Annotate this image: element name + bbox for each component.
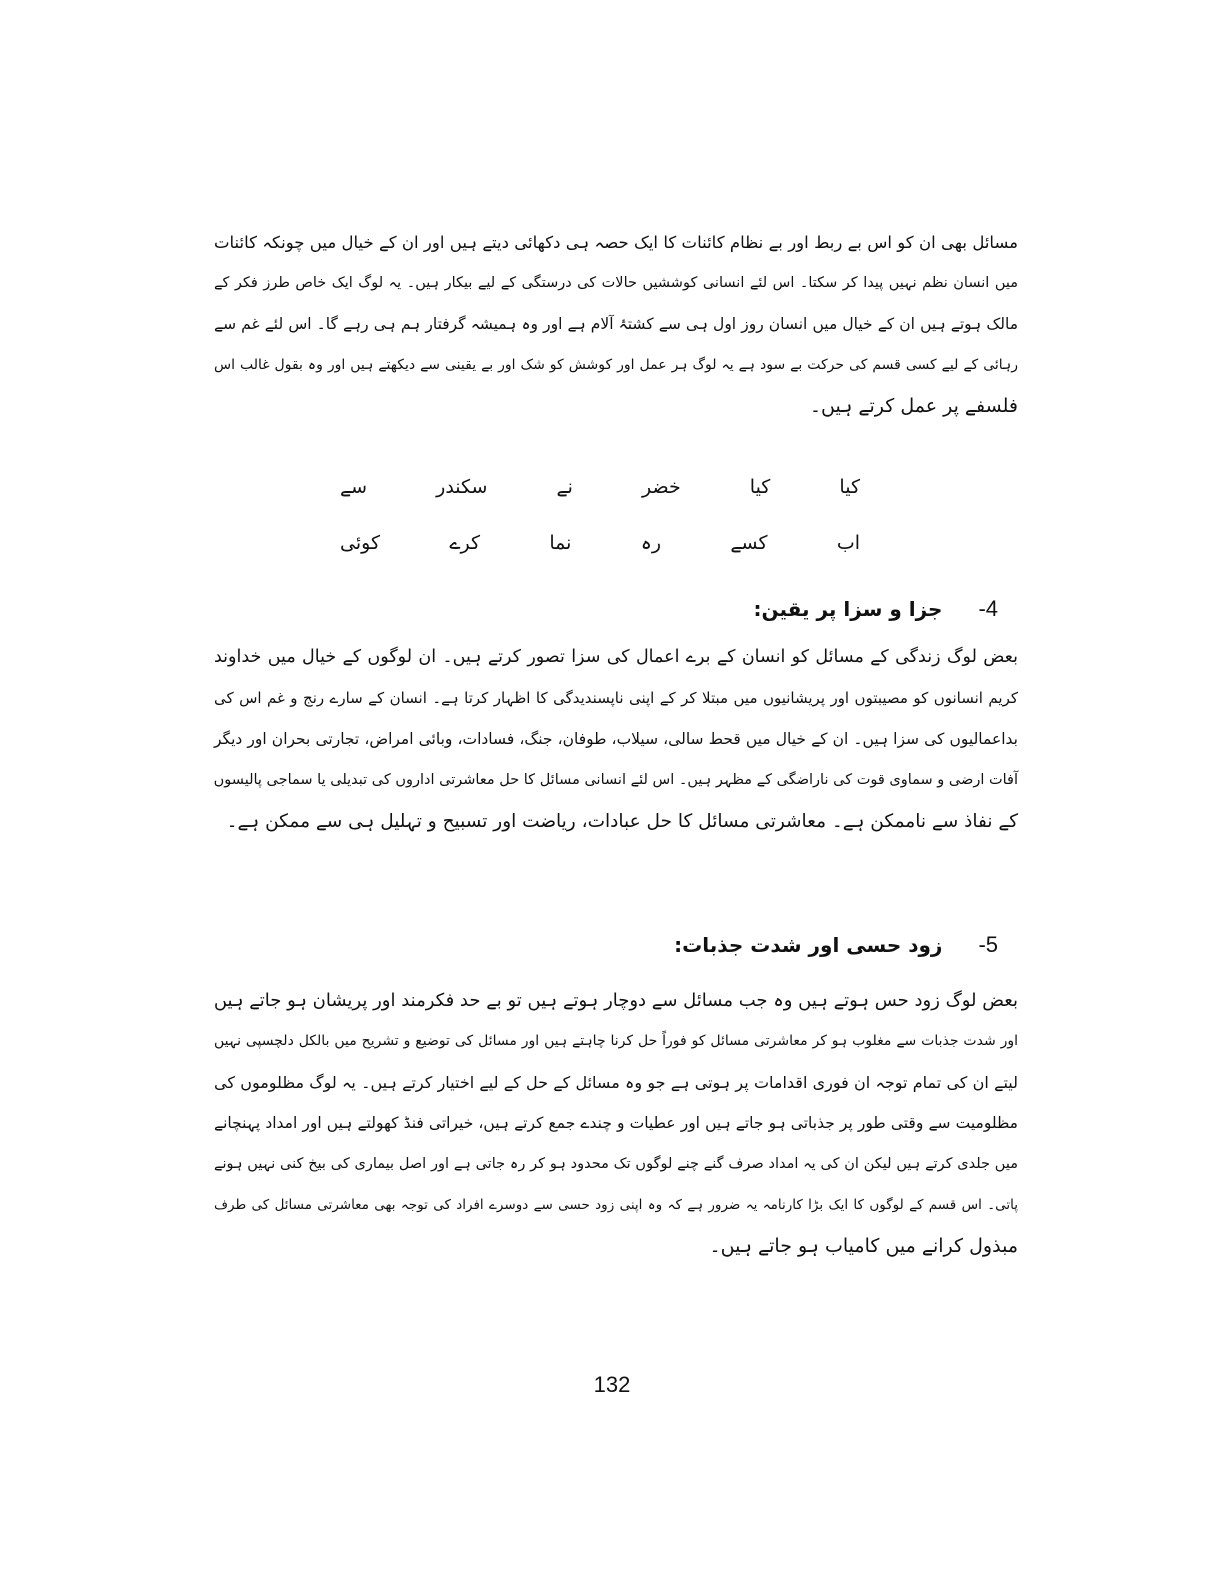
text-line: رہائی کے لیے کسی قسم کی حرکت بے سود ہے یہ لوگ ہر عمل اور کوشش کو شک اور بے یقینی سے دیکھتے ہیں اور وہ بقول غالب اس bbox=[214, 357, 1018, 373]
text-line: کریم انسانوں کو مصیبتوں اور پریشانیوں میں مبتلا کر کے اپنی ناپسندیدگی کا اظہار کرتا ہے۔ انسان کے سارے رنج و غم اس کی bbox=[214, 689, 1018, 707]
section-number: -4 bbox=[978, 596, 998, 621]
verse-word: کسے bbox=[730, 532, 768, 554]
section-title: زود حسی اور شدت جذبات: bbox=[674, 933, 943, 957]
text-line: بعض لوگ زندگی کے مسائل کو انسان کے برے اعمال کی سزا تصور کرتے ہیں۔ ان لوگوں کے خیال میں خداوند bbox=[214, 647, 1018, 667]
verse-word: سے bbox=[340, 476, 368, 498]
page-number: 132 bbox=[593, 1372, 631, 1397]
text-line: اور شدت جذبات سے مغلوب ہو کر معاشرتی مسائل کو فوراً حل کرنا چاہتے ہیں اور مسائل کی توضیع و تشریح میں بالکل دلچسپی نہیں bbox=[214, 1033, 1018, 1049]
verse-word: کوئی bbox=[340, 532, 380, 554]
text-line: مظلومیت سے وقتی طور پر جذباتی ہو جاتے ہیں اور عطیات و چندے جمع کرتے ہیں، خیراتی فنڈ کھولتے ہیں اور امداد پہنچانے bbox=[214, 1114, 1018, 1132]
verse-word: کیا bbox=[749, 476, 771, 498]
text-line: بعض لوگ زود حس ہوتے ہیں وہ جب مسائل سے دوچار ہوتے ہیں تو بے حد فکرمند اور پریشان ہو جاتے ہیں bbox=[213, 990, 1018, 1011]
text-line: لیتے ان کی تمام توجہ ان فوری اقدامات پر ہوتی ہے جو وہ مسائل کے حل کے لیے اختیار کرتے ہیں۔ یہ لوگ مظلوموں کی bbox=[214, 1073, 1018, 1092]
paragraph-1 bbox=[214, 222, 1018, 427]
verse-word: کیا bbox=[839, 476, 860, 498]
text-line: میں انسان نظم نہیں پیدا کر سکتا۔ اس لئے انسانی کوششیں حالات کی درستگی کے لیے بیکار ہیں۔ یہ لوگ ایک خاص طرز فکر کے bbox=[214, 275, 1018, 291]
paragraph-3 bbox=[214, 980, 1018, 1267]
verse-word: رہ bbox=[640, 532, 662, 554]
verse-word: اب bbox=[836, 532, 860, 554]
text-line: مالک ہوتے ہیں ان کے خیال میں انسان روز اول ہی سے کشتۂ آلام ہے اور وہ ہمیشہ گرفتار ہم ہی رہے گا۔ اس لئے غم سے bbox=[214, 315, 1018, 333]
text-line: فلسفے پر عمل کرتے ہیں۔ bbox=[809, 395, 1018, 417]
verse-word: خضر bbox=[642, 476, 681, 498]
verse-line-1 bbox=[340, 476, 860, 498]
text-line: مبذول کرانے میں کامیاب ہو جاتے ہیں۔ bbox=[709, 1235, 1018, 1257]
paragraph-2 bbox=[214, 637, 1018, 842]
verse-word: نے bbox=[556, 476, 573, 498]
text-line: میں جلدی کرتے ہیں لیکن ان کی یہ امداد صرف گنے چنے لوگوں تک محدود ہو کر رہ جاتی ہے اور اصل بیماری کی بیخ کنی نہیں ہونے bbox=[214, 1156, 1018, 1172]
verse-line-2 bbox=[340, 532, 860, 554]
section-title: جزا و سزا پر یقین: bbox=[753, 597, 943, 621]
text-line: آفات ارضی و سماوی قوت کی ناراضگی کے مظہر ہیں۔ اس لئے انسانی مسائل کا حل معاشرتی اداروں کی تبدیلی یا سماجی پالیسوں bbox=[213, 772, 1018, 788]
verse-word: کرے bbox=[449, 532, 480, 554]
verse-word: سکندر bbox=[436, 476, 488, 498]
text-line: بداعمالیوں کی سزا ہیں۔ ان کے خیال میں قحط سالی، سیلاب، طوفان، جنگ، فسادات، وبائی امراض، تجارتی بحران اور دیگر bbox=[214, 730, 1018, 748]
section-heading-4 bbox=[753, 596, 998, 622]
section-heading-5 bbox=[674, 932, 998, 958]
text-line: پاتی۔ اس قسم کے لوگوں کا ایک بڑا کارنامہ یہ ضرور ہے کہ وہ اپنی زود حسی سے دوسرے افراد کی توجہ بھی معاشرتی مسائل کی طرف bbox=[214, 1197, 1018, 1213]
text-line: کے نفاذ سے ناممکن ہے۔ معاشرتی مسائل کا حل عبادات، ریاضت اور تسبیح و تہلیل ہی سے ممکن ہے۔ bbox=[226, 811, 1018, 832]
text-line: مسائل بھی ان کو اس بے ربط اور بے نظام کائنات کا ایک حصہ ہی دکھائی دیتے ہیں اور ان کے خیال میں چونکہ کائنات bbox=[214, 233, 1018, 252]
section-number: -5 bbox=[978, 932, 998, 957]
verse-word: نما bbox=[549, 532, 572, 554]
